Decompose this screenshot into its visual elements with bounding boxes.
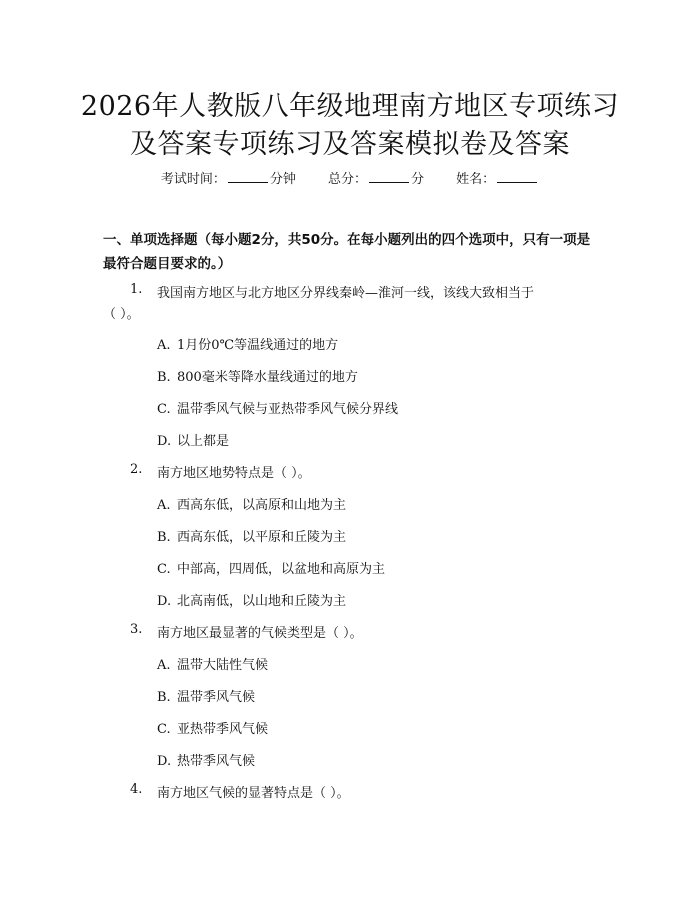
question-number: 4. bbox=[130, 782, 143, 797]
option-text: 西高东低，以高原和山地为主 bbox=[177, 498, 347, 513]
option-letter: B. bbox=[157, 690, 171, 705]
option-letter: D. bbox=[157, 594, 172, 609]
question-text: 南方地区气候的显著特点是（ ）。 bbox=[157, 786, 350, 801]
time-field bbox=[161, 172, 300, 187]
option-text: 温带季风气候 bbox=[177, 690, 256, 705]
option-letter: C. bbox=[157, 402, 171, 417]
option-text: 以上都是 bbox=[177, 434, 230, 449]
time-blank bbox=[228, 170, 268, 183]
option-letter: D. bbox=[157, 754, 172, 769]
option-letter: C. bbox=[157, 722, 171, 737]
time-unit: 分钟 bbox=[269, 172, 296, 187]
question-number: 3. bbox=[130, 622, 143, 637]
score-unit: 分 bbox=[411, 172, 425, 187]
exam-info-row bbox=[0, 168, 700, 187]
option-text: 北高南低，以山地和丘陵为主 bbox=[177, 594, 347, 609]
score-field bbox=[328, 172, 428, 187]
option-text: 1月份0℃等温线通过的地方 bbox=[177, 338, 339, 353]
option-letter: A. bbox=[157, 338, 171, 353]
name-blank bbox=[497, 170, 537, 183]
name-field bbox=[456, 172, 539, 187]
option-letter: B. bbox=[157, 530, 171, 545]
option-letter: D. bbox=[157, 434, 172, 449]
question-text: 我国南方地区与北方地区分界线秦岭—淮河一线，该线大致相当于 bbox=[157, 286, 535, 301]
option-letter: B. bbox=[157, 370, 171, 385]
question-text-continued: （ ）。 bbox=[103, 307, 140, 322]
option-text: 中部高，四周低，以盆地和高原为主 bbox=[177, 562, 386, 577]
name-label: 姓名： bbox=[456, 172, 496, 187]
score-label: 总分： bbox=[327, 172, 367, 187]
option-text: 800毫米等降水量线通过的地方 bbox=[177, 370, 358, 385]
option-letter: C. bbox=[157, 562, 171, 577]
page-title-line2: 及答案专项练习及答案模拟卷及答案 bbox=[130, 129, 570, 160]
option-text: 西高东低，以平原和丘陵为主 bbox=[177, 530, 347, 545]
option-text: 热带季风气候 bbox=[177, 754, 256, 769]
option-text: 温带大陆性气候 bbox=[177, 658, 269, 673]
section-heading: 一、单项选择题（每小题2分，共50分。在每小题列出的四个选项中，只有一项是最符合题目要求的。） bbox=[103, 232, 591, 272]
question-text: 南方地区地势特点是（ ）。 bbox=[157, 466, 311, 481]
option-letter: A. bbox=[157, 498, 171, 513]
page-title-line1: 2026年人教版八年级地理南方地区专项练习 bbox=[80, 91, 620, 122]
question-number: 2. bbox=[130, 462, 143, 477]
time-label: 考试时间： bbox=[160, 172, 226, 187]
question-text: 南方地区最显著的气候类型是（ ）。 bbox=[157, 626, 363, 641]
option-text: 亚热带季风气候 bbox=[177, 722, 269, 737]
option-text: 温带季风气候与亚热带季风气候分界线 bbox=[177, 402, 399, 417]
question-number: 1. bbox=[130, 282, 143, 297]
score-blank bbox=[369, 170, 409, 183]
option-letter: A. bbox=[157, 658, 171, 673]
